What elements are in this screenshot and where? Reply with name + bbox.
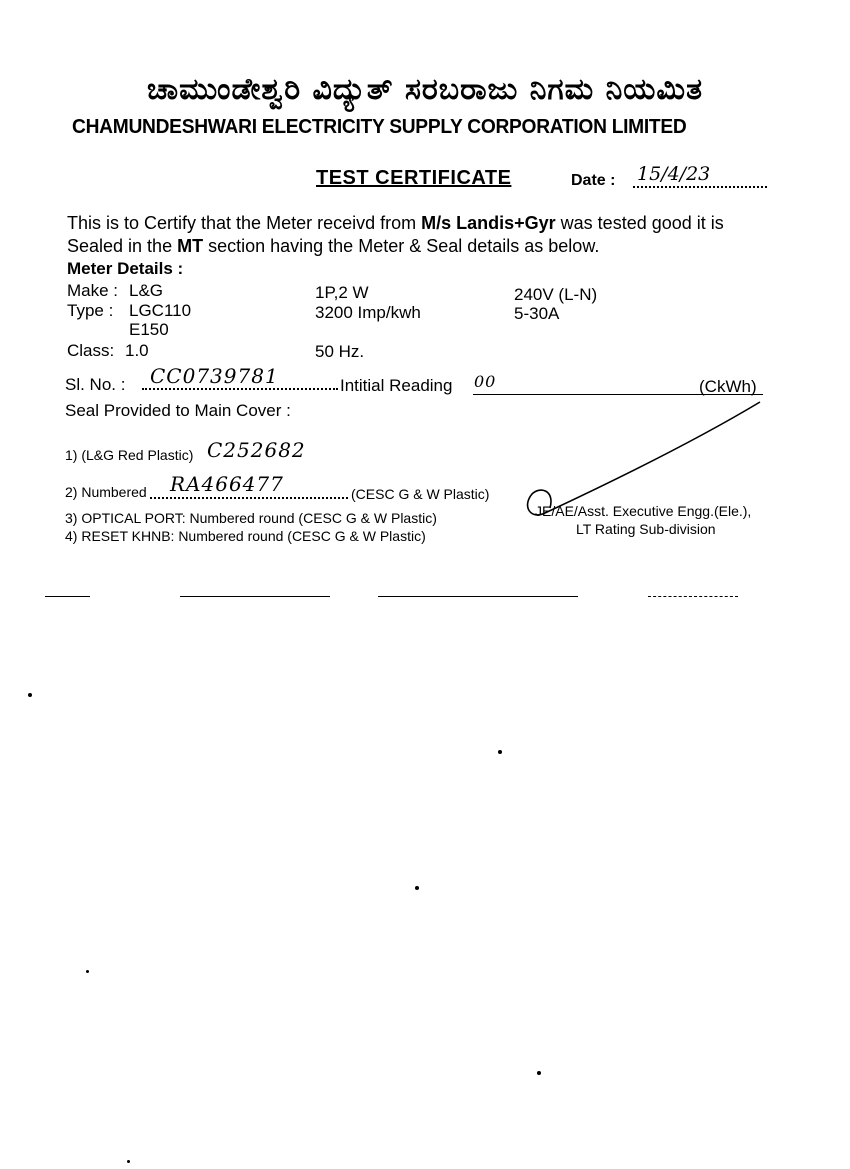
rule-fragment — [648, 596, 738, 597]
seal-item-4: 4) RESET KHNB: Numbered round (CESC G & W Plastic) — [65, 528, 426, 544]
seal-item-1-label: 1) (L&G Red Plastic) — [65, 447, 194, 463]
section-name: MT — [177, 236, 204, 256]
statement-part3: section having the Meter & Seal details as below. — [203, 236, 600, 256]
scan-speck — [415, 886, 419, 890]
seal-item-2-suffix: (CESC G & W Plastic) — [351, 486, 490, 502]
date-label: Date : — [571, 172, 616, 189]
unit-label: (CkWh) — [699, 377, 757, 396]
rule-fragment — [45, 596, 90, 597]
type-value-1: LGC110 — [129, 301, 192, 320]
statement-part1: This is to Certify that the Meter receivd from — [67, 213, 422, 233]
certification-statement — [67, 212, 777, 258]
seal-heading: Seal Provided to Main Cover : — [65, 401, 291, 420]
certificate-title: TEST CERTIFICATE — [316, 167, 512, 189]
seal-item-2-value: RA466477 — [170, 472, 284, 496]
supplier-name: M/s Landis+Gyr — [421, 213, 556, 233]
meter-details-heading: Meter Details : — [67, 259, 184, 278]
phase-wire: 1P,2 W — [315, 283, 369, 302]
scan-speck — [127, 1160, 130, 1163]
seal-item-3: 3) OPTICAL PORT: Numbered round (CESC G & W Plastic) — [65, 510, 437, 526]
type-value-2: E150 — [129, 320, 169, 339]
date-value: 15/4/23 — [637, 163, 711, 185]
rule-fragment — [180, 596, 330, 597]
reading-label: Intitial Reading — [340, 376, 453, 395]
scan-speck — [86, 970, 89, 973]
frequency: 50 Hz. — [315, 342, 365, 361]
type-label: Type : — [67, 301, 114, 320]
seal-item-2-label: 2) Numbered — [65, 484, 147, 500]
signatory-designation: JE/AE/Asst. Executive Engg.(Ele.), — [535, 503, 752, 519]
serial-label: Sl. No. : — [65, 375, 126, 394]
serial-value: CC0739781 — [150, 364, 279, 388]
reading-value: 00 — [474, 372, 497, 391]
kannada-title: ಚಾಮುಂಡೇಶ್ವರಿ ವಿದ್ಯುತ್ ಸರಬರಾಜು ನಿಗಮ ನಿಯಮಿತ — [147, 72, 703, 107]
voltage-rating: 240V (L-N) — [514, 285, 598, 304]
statement-part2: was tested good it is Sealed in the — [67, 213, 724, 256]
scan-speck — [28, 693, 32, 697]
signatory-office: LT Rating Sub-division — [576, 521, 716, 537]
class-label: Class: — [67, 341, 115, 360]
make-label: Make : — [67, 281, 119, 300]
meter-constant: 3200 Imp/kwh — [315, 303, 421, 322]
make-value: L&G — [129, 281, 164, 300]
seal-item-2-dotted-line — [150, 497, 348, 499]
class-value: 1.0 — [125, 341, 149, 360]
seal-item-1-value: C252682 — [207, 438, 306, 462]
rule-fragment — [378, 596, 578, 597]
company-name: CHAMUNDESHWARI ELECTRICITY SUPPLY CORPORATION LIMITED — [72, 116, 687, 138]
serial-dotted-line — [142, 388, 338, 390]
current-rating: 5-30A — [514, 304, 560, 323]
date-dotted-line — [633, 186, 767, 188]
scan-speck — [498, 750, 502, 754]
scan-speck — [537, 1071, 541, 1075]
